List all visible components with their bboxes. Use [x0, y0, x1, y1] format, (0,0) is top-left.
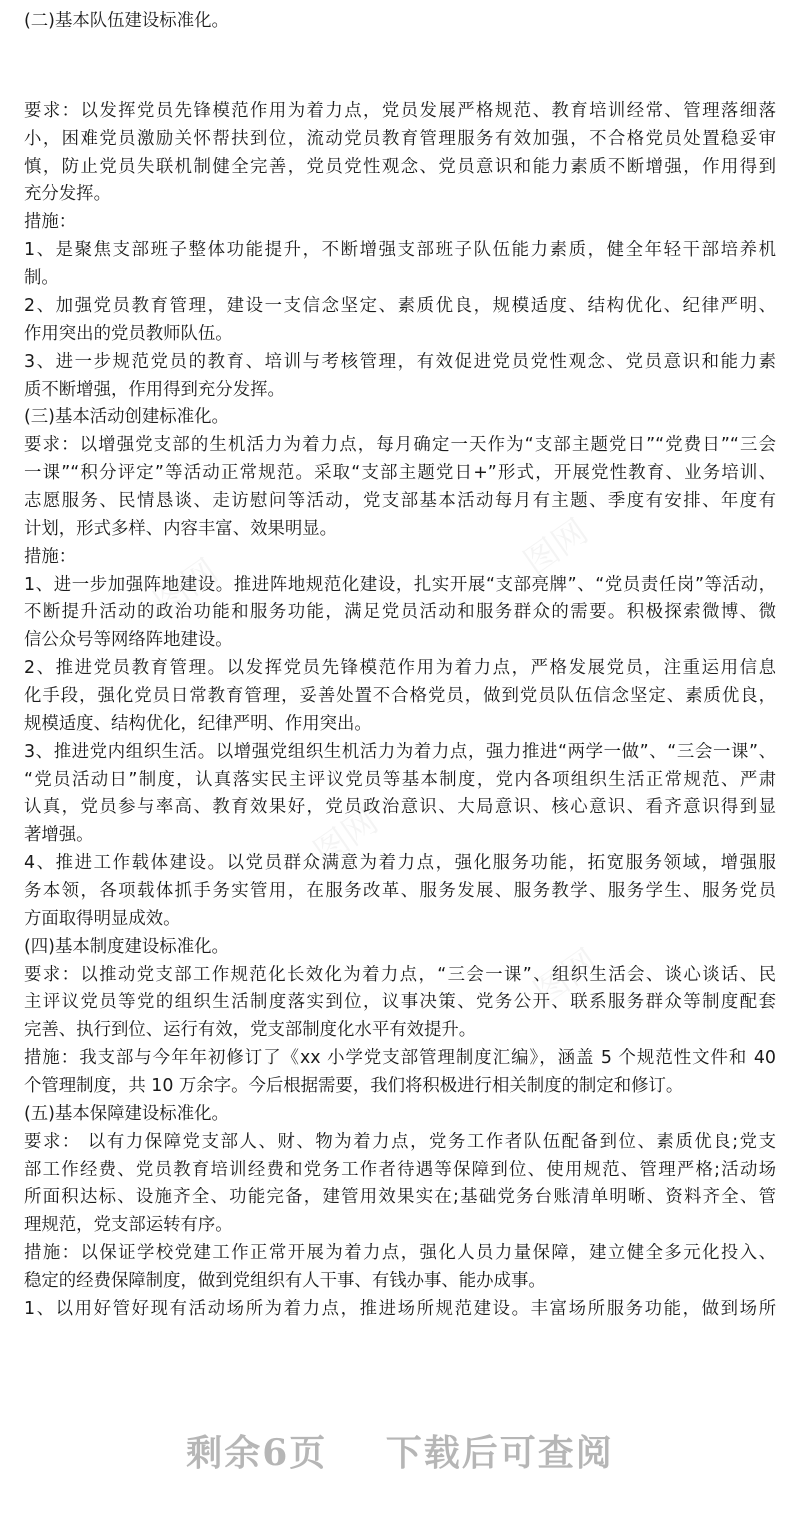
document-line: 4、推进工作载体建设。以党员群众满意为着力点，强化服务功能，拓宽服务领域，增强服: [24, 853, 776, 874]
document-line: 完善、执行到位、运行有效，党支部制度化水平有效提升。: [24, 1020, 477, 1041]
document-line: 一课”“积分评定”等活动正常规范。采取“支部主题党日+”形式，开展党性教育、业务培训、: [24, 463, 776, 483]
document-line: 3、进一步规范党员的教育、培训与考核管理，有效促进党员党性观念、党员意识和能力素: [24, 351, 776, 372]
document-line: 所面积达标、设施齐全、功能完备，建管用效果实在;基础党务台账清单明晰、资料齐全、管: [24, 1187, 776, 1208]
document-line: 3、推进党内组织生活。以增强党组织生机活力为着力点，强力推进“两学一做”、“三会一课”、: [24, 741, 776, 762]
document-line: 2、加强党员教育管理，建设一支信念坚定、素质优良，规模适度、结构优化、纪律严明、: [24, 295, 776, 316]
document-line: 稳定的经费保障制度，做到党组织有人干事、有钱办事、能办成事。: [24, 1271, 546, 1291]
document-line: 规模适度、结构优化，纪律严明、作用突出。: [24, 713, 372, 734]
document-line: 措施：我支部与今年年初修订了《xx 小学党支部管理制度汇编》，涵盖 5 个规范性文件和 40: [24, 1048, 776, 1069]
download-to-view-label[interactable]: 下载后可查阅: [385, 1432, 614, 1474]
document-line: 充分发挥。: [24, 184, 111, 205]
document-line: 小，困难党员激励关怀帮扶到位，流动党员教育管理服务有效加强，不合格党员处置稳妥审: [24, 128, 776, 149]
document-line: “党员活动日”制度，认真落实民主评议党员等基本制度，党内各项组织生活正常规范、严肃: [24, 769, 776, 790]
document-line: 主评议党员等党的组织生活制度落实到位，议事决策、党务公开、联系服务群众等制度配套: [24, 992, 776, 1013]
document-line: 措施：: [24, 212, 77, 233]
document-line: (四)基本制度建设标准化。: [24, 936, 229, 957]
document-line: 1、是聚焦支部班子整体功能提升，不断增强支部班子队伍能力素质，健全年轻干部培养机: [24, 240, 776, 261]
document-line: 部工作经费、党员教育培训经费和党务工作者待遇等保障到位、使用规范、管理严格;活动场: [24, 1159, 776, 1180]
document-line: 志愿服务、民情恳谈、走访慰问等活动，党支部基本活动每月有主题、季度有安排、年度有: [24, 490, 776, 511]
watermark: 图网: [516, 511, 596, 584]
document-line: 计划，形式多样、内容丰富、效果明显。: [24, 518, 338, 539]
document-line: (二)基本队伍建设标准化。: [24, 11, 229, 31]
document-line: 要求：以推动党支部工作规范化长效化为着力点，“三会一课”、组织生活会、谈心谈话、民: [24, 964, 776, 985]
document-line: 质不断增强，作用得到充分发挥。: [24, 379, 285, 400]
document-line: 措施：以保证学校党建工作正常开展为着力点，强化人员力量保障，建立健全多元化投入、: [24, 1243, 776, 1264]
document-line: 方面取得明显成效。: [24, 908, 181, 929]
document-line: 不断提升活动的政治功能和服务功能，满足党员活动和服务群众的需要。积极探索微博、微: [24, 602, 776, 623]
document-line: (三)基本活动创建标准化。: [24, 407, 229, 428]
document-line: 要求： 以有力保障党支部人、财、物为着力点，党务工作者队伍配备到位、素质优良;党支: [24, 1131, 776, 1152]
document-line: 1、进一步加强阵地建设。推进阵地规范化建设，扎实开展“支部亮牌”、“党员责任岗”等活动，: [24, 574, 776, 595]
document-line: 制。: [24, 268, 59, 288]
document-line: 著增强。: [24, 825, 94, 846]
document-line: 化手段，强化党员日常教育管理，妥善处置不合格党员，做到党员队伍信念坚定、素质优良，: [24, 685, 776, 706]
document-line: 务本领，各项载体抓手务实管用，在服务改革、服务发展、服务教学、服务学生、服务党员: [24, 880, 776, 901]
document-line: 认真，党员参与率高、教育效果好，党员政治意识、大局意识、核心意识、看齐意识得到显: [24, 797, 776, 818]
document-line: 理规范，党支部运转有序。: [24, 1215, 233, 1236]
watermark: 图网: [526, 941, 606, 1014]
document-line: 个管理制度，共 10 万余字。今后根据需要，我们将积极进行相关制度的制定和修订。: [24, 1076, 684, 1096]
document-line: 作用突出的党员教师队伍。: [24, 323, 233, 344]
document-line: (五)基本保障建设标准化。: [24, 1103, 229, 1124]
document-line: 要求：以发挥党员先锋模范作用为着力点，党员发展严格规范、教育培训经常、管理落细落: [24, 100, 776, 121]
download-prompt[interactable]: [0, 1425, 800, 1485]
watermark: 图网: [306, 801, 386, 874]
remaining-pages-label[interactable]: 剩余6页: [186, 1432, 328, 1474]
document-line: 信公众号等网络阵地建设。: [24, 630, 233, 651]
document-line: 慎，防止党员失联机制健全完善，党员党性观念、党员意识和能力素质不断增强，作用得到: [24, 156, 776, 177]
document-line: 2、推进党员教育管理。以发挥党员先锋模范作用为着力点，严格发展党员，注重运用信息: [24, 658, 776, 679]
document-line: 1、以用好管好现有活动场所为着力点，推进场所规范建设。丰富场所服务功能，做到场所: [24, 1298, 776, 1319]
document-line: 措施：: [24, 546, 77, 567]
document-line: 要求：以增强党支部的生机活力为着力点，每月确定一天作为“支部主题党日”“党费日”“三会: [24, 435, 776, 456]
watermark: 图网: [146, 551, 226, 624]
